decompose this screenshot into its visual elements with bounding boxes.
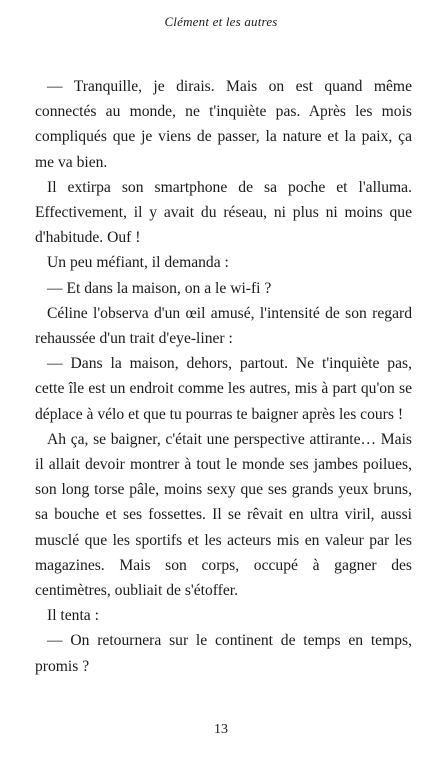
paragraph: Céline l'observa d'un œil amusé, l'intensité de son regard rehaussée d'un trait d'eye-liner : [35,304,412,348]
running-head: Clément et les autres [164,14,278,29]
paragraph: Ah ça, se baigner, c'était une perspective attirante… Mais il allait devoir montrer à tout le monde ses jambes poilues, son long torse pâle, moins sexy que ses grands yeux bruns, sa bouche et ses fossettes. Il se rêvait en ultra viril, aussi musclé que les sportifs et les acteurs mis en valeur par les magazines. Mais son corps, occupé à gagner des centimètres, oubliait de s'étoffer. [35,430,412,600]
paragraph: Il extirpa son smartphone de sa poche et l'alluma. Effectivement, il y avait du réseau, ni plus ni moins que d'habitude. Ouf ! [35,178,412,247]
paragraph: — Et dans la maison, on a le wi-fi ? [47,279,272,297]
paragraph: — Dans la maison, dehors, partout. Ne t'inquiète pas, cette île est un endroit comme les autres, mis à part qu'on se déplace à vélo et que tu pourras te baigner après les cours ! [35,355,412,423]
body-text [35,74,412,679]
paragraph: — On retournera sur le continent de temps en temps, promis ? [35,632,412,675]
paragraph: — Tranquille, je dirais. Mais on est quand même connectés au monde, ne t'inquiète pas. Après les mois compliqués que je viens de passer, la nature et la paix, ça me va bien. [35,78,412,171]
page-number: 13 [214,722,228,737]
paragraph: Il tenta : [47,607,99,625]
paragraph: Un peu méfiant, il demanda : [47,254,229,272]
